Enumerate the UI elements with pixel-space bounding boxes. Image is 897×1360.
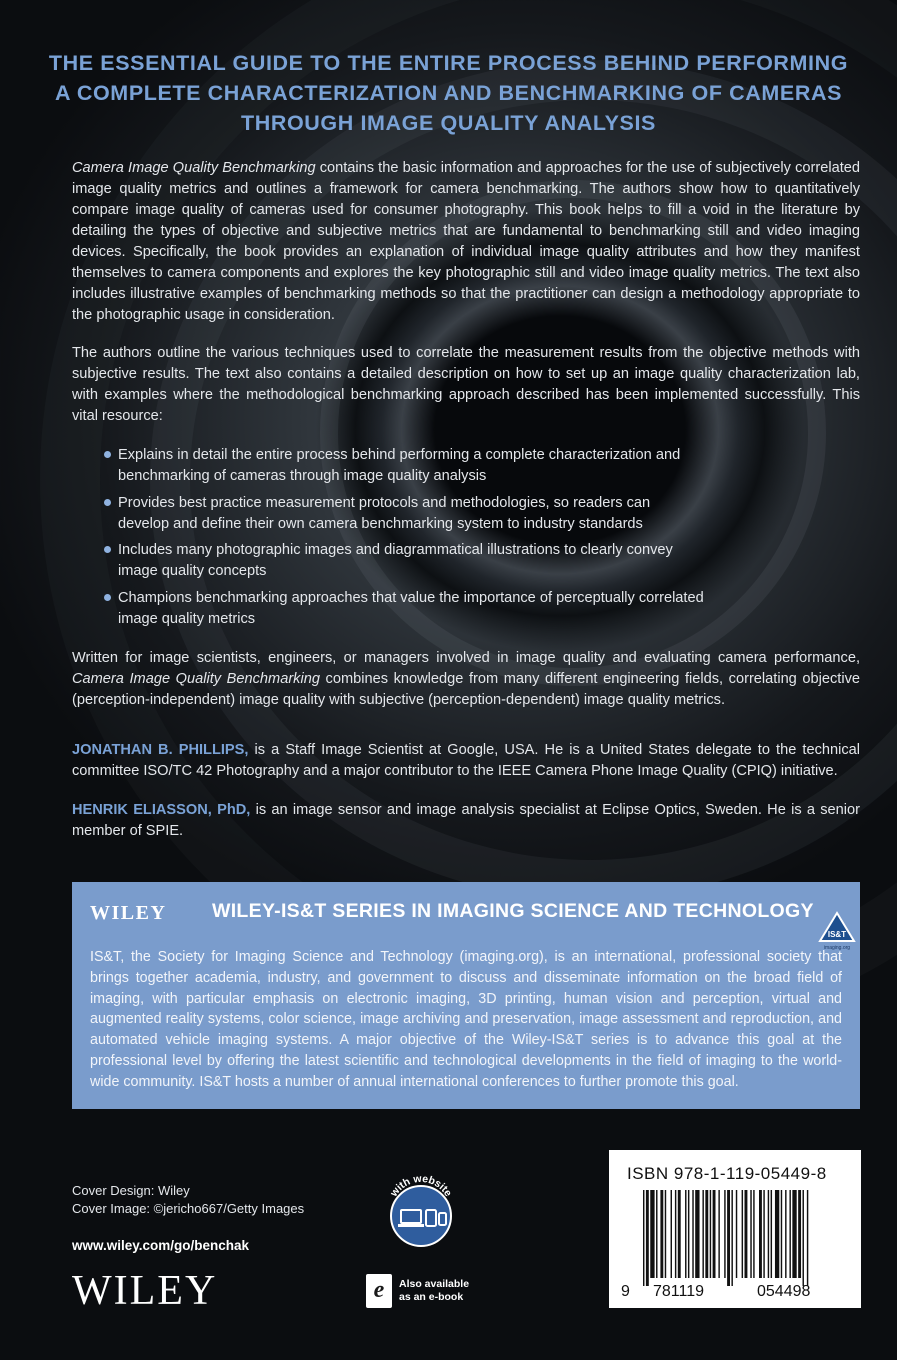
isbn-number: ISBN 978-1-119-05449-8 bbox=[627, 1164, 827, 1183]
headline-line: THE ESSENTIAL GUIDE TO THE ENTIRE PROCESS BEHIND PERFORMING bbox=[48, 51, 849, 75]
barcode-bar bbox=[695, 1190, 699, 1278]
barcode-bar bbox=[671, 1190, 672, 1278]
barcode-bar bbox=[705, 1190, 708, 1278]
author-name: HENRIK ELIASSON, PhD, bbox=[72, 802, 251, 818]
cover-headline bbox=[40, 48, 857, 138]
barcode-bar bbox=[745, 1190, 748, 1278]
bullet-icon bbox=[104, 499, 111, 506]
website-badge-icon bbox=[378, 1168, 464, 1254]
barcode-bar bbox=[736, 1190, 737, 1278]
barcode-bar bbox=[656, 1190, 657, 1278]
barcode-bar bbox=[775, 1190, 779, 1278]
barcode-digits: 781119 bbox=[653, 1283, 705, 1300]
cover-design-credit: Cover Design: Wiley bbox=[72, 1183, 190, 1198]
barcode-digits: 054498 bbox=[757, 1283, 811, 1300]
headline-line: THROUGH IMAGE QUALITY ANALYSIS bbox=[241, 111, 656, 135]
description-paragraph bbox=[72, 158, 860, 326]
series-description: IS&T, the Society for Imaging Science and Technology (imaging.org), is an international, professional society that brings together academia, industry, and government to discuss and disseminate information on the broad field of imaging, with particular emphasis on electronic imaging, 3D printing, human vision and perception, virtual and augmented reality systems, color science, image archiving and preservation, image assessment and reproduction, and automated vehicle imaging systems. A major objective of the Wiley-IS&T series is to advance this goal at the professional level by offering the latest scientific and technological developments in the field of imaging to the world-wide community. IS&T hosts a number of annual international conferences to further promote this goal. bbox=[90, 949, 842, 1090]
ebook-icon: e bbox=[366, 1274, 392, 1308]
description-paragraph: The authors outline the various techniques used to correlate the measurement results from the objective methods with subjective results. The text also contains a detailed description on how to set up an image quality characterization lab, with examples where the methodological benchmarking approach described has been implemented successfully. This vital resource: bbox=[72, 345, 860, 424]
barcode-bar bbox=[643, 1190, 644, 1286]
wiley-logo: WILEY bbox=[72, 1268, 218, 1314]
ebook-availability: e Also available as an e-book bbox=[366, 1274, 486, 1314]
barcode-bar bbox=[803, 1190, 804, 1286]
paragraph-text: contains the basic information and approaches for the use of subjectively correlated image quality metrics and outlines a framework for camera benchmarking. The authors show how to quantitatively compare image quality of cameras used for consumer photography. This book helps to fill a void in the literature by detailing the types of objective and subjective metrics that are fundamental to benchmarking still and video imaging devices. Specifically, the book provides an explanation of individual image quality attributes and how they manifest themselves to camera components and explores the key photographic still and video image quality metrics. The text also includes illustrative examples of benchmarking methods so that the practitioner can design a methodology appropriate to the photographic usage in consideration. bbox=[72, 160, 860, 323]
bullet-icon bbox=[104, 451, 111, 458]
barcode-bar bbox=[792, 1190, 796, 1278]
barcode-bar bbox=[688, 1190, 689, 1278]
svg-text:with website: with website bbox=[387, 1172, 455, 1199]
barcode-bar bbox=[660, 1190, 663, 1278]
bullet-icon bbox=[104, 546, 111, 553]
author-bio: JONATHAN B. PHILLIPS, is a Staff Image Scientist at Google, USA. He is a United States delegate to the technical committee ISO/TC 42 Photography and a major contributor to the IEEE Camera Phone Image Quality (CPIQ) initiative. bbox=[72, 742, 860, 779]
list-item: Includes many photographic images and diagrammatical illustrations to clearly convey image quality concepts bbox=[104, 540, 704, 582]
cover-image-credit: Cover Image: ©jericho667/Getty Images bbox=[72, 1201, 305, 1216]
barcode-bar bbox=[742, 1190, 743, 1278]
barcode-bar bbox=[731, 1190, 732, 1286]
barcode-bar bbox=[724, 1190, 725, 1278]
barcode-bar bbox=[759, 1190, 762, 1278]
barcode-bar bbox=[646, 1190, 649, 1286]
barcode-bar bbox=[713, 1190, 716, 1278]
bullet-icon bbox=[104, 594, 111, 601]
barcode-bar bbox=[763, 1190, 764, 1278]
barcode-bar bbox=[678, 1190, 681, 1278]
feature-list bbox=[104, 445, 704, 635]
barcode-bar bbox=[750, 1190, 751, 1278]
barcode-bar bbox=[798, 1190, 801, 1278]
barcode-bar bbox=[685, 1190, 686, 1278]
barcode-bars bbox=[619, 1190, 851, 1286]
barcode-bar bbox=[768, 1190, 769, 1278]
author-bio: HENRIK ELIASSON, PhD, is an image sensor and image analysis specialist at Eclipse Optics, Sweden. He is a senior member of SPIE. bbox=[72, 802, 860, 839]
author-name: JONATHAN B. PHILLIPS, bbox=[72, 742, 249, 758]
list-item: Champions benchmarking approaches that value the importance of perceptually correlated image quality metrics bbox=[104, 588, 704, 630]
book-title: Camera Image Quality Benchmarking bbox=[72, 671, 320, 687]
barcode-digit: 9 bbox=[621, 1283, 630, 1300]
barcode-bar bbox=[781, 1190, 782, 1278]
isbn-barcode bbox=[609, 1150, 861, 1308]
barcode-bar bbox=[771, 1190, 772, 1278]
series-title: WILEY-IS&T SERIES IN IMAGING SCIENCE AND TECHNOLOGY bbox=[212, 900, 814, 922]
closing-paragraph: Written for image scientists, engineers, or managers involved in image quality and evaluating camera performance, Camera Image Quality Benchmarking combines knowledge from many different engineering fields, correlating objective (perception-independent) image quality with subjective (perception-dependent) image quality metrics. bbox=[72, 650, 860, 708]
barcode-bar bbox=[789, 1190, 790, 1278]
barcode-bar bbox=[675, 1190, 676, 1278]
ist-logo-icon bbox=[817, 911, 857, 951]
list-item: Provides best practice measurement protocols and methodologies, so readers can develop and define their own camera benchmarking system to industry standards bbox=[104, 493, 704, 535]
website-link[interactable]: www.wiley.com/go/benchak bbox=[72, 1238, 250, 1253]
barcode-bar bbox=[650, 1190, 654, 1278]
barcode-bar bbox=[692, 1190, 693, 1278]
list-item: Explains in detail the entire process behind performing a complete characterization and benchmarking of cameras through image quality analysis bbox=[104, 445, 704, 487]
series-header bbox=[90, 898, 851, 951]
barcode-bar bbox=[665, 1190, 666, 1278]
barcode-bar bbox=[718, 1190, 719, 1278]
barcode-bar bbox=[807, 1190, 808, 1286]
barcode-bar bbox=[785, 1190, 786, 1278]
barcode-bar bbox=[753, 1190, 754, 1278]
cover-credits bbox=[72, 1182, 304, 1218]
barcode-bar bbox=[727, 1190, 730, 1286]
svg-text:IS&T: IS&T bbox=[827, 930, 847, 939]
headline-line: A COMPLETE CHARACTERIZATION AND BENCHMARKING OF CAMERAS bbox=[54, 81, 843, 105]
wiley-logo: WILEY bbox=[90, 902, 167, 924]
series-box bbox=[72, 882, 860, 1109]
book-title: Camera Image Quality Benchmarking bbox=[72, 160, 316, 176]
barcode-bar bbox=[710, 1190, 711, 1278]
svg-text:imaging.org: imaging.org bbox=[823, 945, 851, 951]
barcode-bar bbox=[702, 1190, 703, 1278]
